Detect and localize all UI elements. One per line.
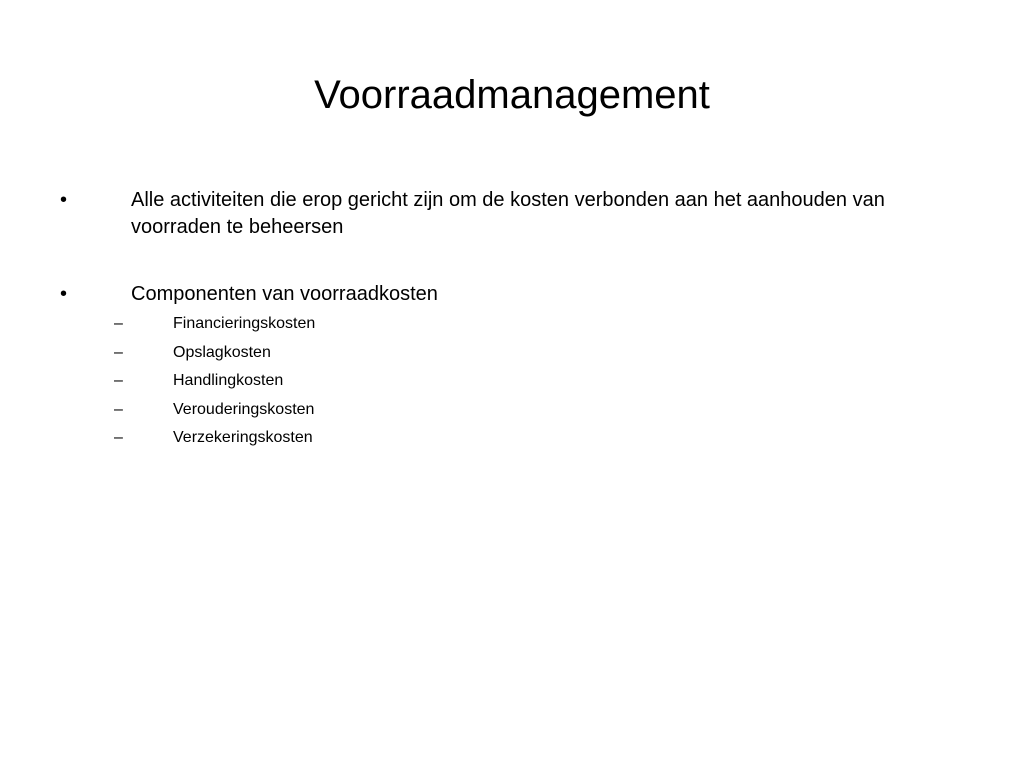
- bullet-marker: •: [60, 189, 68, 211]
- bullet-marker: •: [60, 283, 68, 305]
- sub-bullet-item: [0, 424, 1024, 453]
- slide-content: [0, 187, 1024, 453]
- bullet-item: [0, 281, 1024, 308]
- sub-bullet-item: [0, 339, 1024, 368]
- sub-bullet-marker: –: [114, 343, 123, 361]
- slide-title: Voorraadmanagement: [314, 73, 710, 117]
- sub-bullet-marker: –: [114, 429, 123, 446]
- sub-bullet-text: Verouderingskosten: [173, 400, 315, 418]
- sub-bullet-text: Opslagkosten: [173, 343, 271, 361]
- sub-bullet-text: Verzekeringskosten: [173, 429, 313, 446]
- sub-bullet-marker: –: [114, 400, 123, 418]
- bullet-item: [0, 187, 1024, 241]
- sub-bullet-list: [0, 310, 1024, 453]
- sub-bullet-marker: –: [114, 315, 123, 332]
- sub-bullet-item: [0, 367, 1024, 396]
- bullet-text: Alle activiteiten die erop gericht zijn om de kosten verbonden aan het aanhouden van voorraden te beheersen: [131, 189, 885, 238]
- sub-bullet-item: [0, 310, 1024, 339]
- sub-bullet-text: Financieringskosten: [173, 315, 316, 332]
- sub-bullet-marker: –: [114, 372, 123, 389]
- sub-bullet-text: Handlingkosten: [173, 372, 284, 389]
- bullet-text: Componenten van voorraadkosten: [131, 283, 438, 305]
- sub-bullet-item: [0, 396, 1024, 425]
